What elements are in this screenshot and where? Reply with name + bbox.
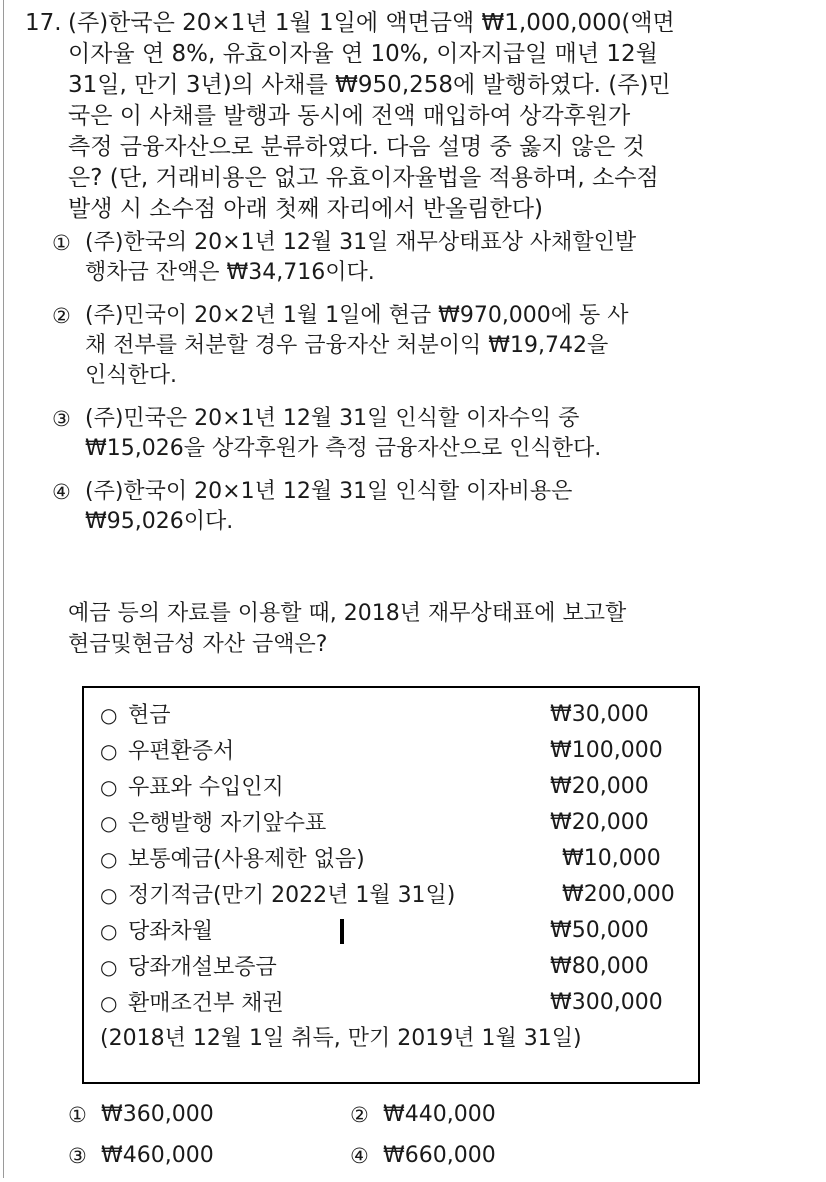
choice-text-line: 채 전부를 처분할 경우 금융자산 처분이익 ₩19,742을 bbox=[85, 333, 609, 358]
choice-text-line: (주)한국이 20×1년 12월 31일 인식할 이자비용은 bbox=[85, 479, 573, 504]
data-box-row bbox=[100, 913, 690, 949]
question-17-stem-line: (주)한국은 20×1년 1월 1일에 액면금액 ₩1,000,000(액면 bbox=[68, 10, 675, 36]
question-17-stem bbox=[68, 8, 758, 225]
question-17-stem-line: 31일, 만기 3년)의 사채를 ₩950,258에 발행하였다. (주)민 bbox=[68, 72, 671, 98]
question-17-stem-line: 발생 시 소수점 아래 첫째 자리에서 반올림한다) bbox=[68, 196, 543, 222]
data-box-row bbox=[100, 769, 690, 805]
choice-text-line: ₩95,026이다. bbox=[85, 509, 234, 534]
question-17 bbox=[25, 8, 805, 225]
data-box-row-label: 우편환증서 bbox=[128, 739, 235, 764]
choice-marker-circled-3: ③ bbox=[52, 407, 71, 431]
answer-marker-circled-1: ① bbox=[68, 1103, 87, 1127]
question-18-stem-line: 예금 등의 자료를 이용할 때, 2018년 재무상태표에 보고할 bbox=[68, 601, 627, 626]
choice-marker-circled-1: ① bbox=[52, 231, 71, 255]
data-box-row-amount: ₩50,000 bbox=[550, 918, 649, 943]
answer-text: ₩440,000 bbox=[383, 1102, 496, 1127]
question-17-stem-line: 측정 금융자산으로 분류하였다. 다음 설명 중 옳지 않은 것 bbox=[68, 134, 645, 160]
data-box-row bbox=[100, 985, 690, 1021]
answer-marker-circled-2: ② bbox=[350, 1103, 369, 1127]
data-box-row bbox=[100, 877, 690, 913]
question-17-stem-line: 국은 이 사채를 발행과 동시에 전액 매입하여 상각후원가 bbox=[68, 103, 631, 129]
question-17-stem-line: 은? (단, 거래비용은 없고 유효이자율법을 적용하며, 소수점 bbox=[68, 165, 659, 191]
data-box-row-label: 당좌개설보증금 bbox=[128, 955, 277, 980]
question-17-choice-4[interactable] bbox=[52, 477, 792, 537]
circle-bullet-icon: ○ bbox=[100, 775, 118, 799]
question-18-answer-1[interactable] bbox=[68, 1100, 350, 1130]
circle-bullet-icon: ○ bbox=[100, 847, 118, 871]
circle-bullet-icon: ○ bbox=[100, 955, 118, 979]
page-left-border-rule bbox=[3, 0, 4, 1178]
question-18-answer-list bbox=[68, 1100, 768, 1182]
circle-bullet-icon: ○ bbox=[100, 739, 118, 763]
data-box-row-label: 우표와 수입인지 bbox=[128, 775, 284, 800]
data-box-row-amount: ₩100,000 bbox=[550, 738, 663, 763]
answer-text: ₩360,000 bbox=[101, 1102, 214, 1127]
choice-text-line: ₩15,026을 상각후원가 측정 금융자산으로 인식한다. bbox=[85, 436, 602, 461]
data-box-row-amount: ₩30,000 bbox=[550, 702, 649, 727]
circle-bullet-icon: ○ bbox=[100, 991, 118, 1015]
question-17-choice-list bbox=[52, 228, 792, 550]
data-box-row bbox=[100, 733, 690, 769]
question-18-stem bbox=[68, 598, 768, 660]
question-18-answer-2[interactable] bbox=[350, 1100, 632, 1130]
choice-text-line: 인식한다. bbox=[85, 363, 178, 388]
data-box-row-amount: ₩10,000 bbox=[562, 846, 661, 871]
data-box-content bbox=[100, 697, 690, 1057]
data-box-row bbox=[100, 949, 690, 985]
choice-text-line: (주)민국이 20×2년 1월 1일에 현금 ₩970,000에 동 사 bbox=[85, 303, 629, 328]
circle-bullet-icon: ○ bbox=[100, 883, 118, 907]
choice-text-line: 행차금 잔액은 ₩34,716이다. bbox=[85, 260, 375, 285]
data-box-row-label: 정기적금(만기 2022년 1월 31일) bbox=[128, 883, 456, 908]
data-box-row-amount: ₩80,000 bbox=[550, 954, 649, 979]
choice-text-line: (주)민국은 20×1년 12월 31일 인식할 이자수익 중 bbox=[85, 406, 580, 431]
data-box-row bbox=[100, 697, 690, 733]
data-box-row-label: 환매조건부 채권 bbox=[128, 991, 284, 1016]
circle-bullet-icon: ○ bbox=[100, 919, 118, 943]
question-17-stem-line: 이자율 연 8%, 유효이자율 연 10%, 이자지급일 매년 12월 bbox=[68, 41, 658, 67]
answer-row bbox=[68, 1100, 768, 1141]
question-18-answer-3[interactable] bbox=[68, 1141, 350, 1171]
data-box-row-amount: ₩20,000 bbox=[550, 810, 649, 835]
text-cursor-caret bbox=[340, 919, 344, 944]
data-box-row-label: 은행발행 자기앞수표 bbox=[128, 811, 327, 836]
choice-marker-circled-4: ④ bbox=[52, 480, 71, 504]
data-box-row bbox=[100, 841, 690, 877]
data-box-row-label: 당좌차월 bbox=[128, 919, 214, 944]
data-box-row-label: 보통예금(사용제한 없음) bbox=[128, 847, 365, 872]
circle-bullet-icon: ○ bbox=[100, 703, 118, 727]
question-18-data-box bbox=[82, 686, 700, 1084]
answer-text: ₩660,000 bbox=[383, 1143, 496, 1168]
question-18-answer-4[interactable] bbox=[350, 1141, 632, 1171]
question-18-stem-line: 현금및현금성 자산 금액은? bbox=[68, 632, 328, 657]
data-box-row-amount: ₩200,000 bbox=[562, 882, 675, 907]
choice-marker-circled-2: ② bbox=[52, 304, 71, 328]
question-17-choice-3[interactable] bbox=[52, 404, 792, 464]
choice-text-line: (주)한국의 20×1년 12월 31일 재무상태표상 사채할인발 bbox=[85, 230, 637, 255]
data-box-row-amount: ₩20,000 bbox=[550, 774, 649, 799]
data-box-note: (2018년 12월 1일 취득, 만기 2019년 1월 31일) bbox=[100, 1026, 582, 1051]
answer-marker-circled-4: ④ bbox=[350, 1144, 369, 1168]
data-box-row-amount: ₩300,000 bbox=[550, 990, 663, 1015]
answer-row bbox=[68, 1141, 768, 1182]
answer-text: ₩460,000 bbox=[101, 1143, 214, 1168]
circle-bullet-icon: ○ bbox=[100, 811, 118, 835]
data-box-row-label: 현금 bbox=[128, 703, 171, 728]
answer-marker-circled-3: ③ bbox=[68, 1144, 87, 1168]
question-17-choice-1[interactable] bbox=[52, 228, 792, 288]
question-17-number: 17. bbox=[25, 10, 62, 36]
question-17-choice-2[interactable] bbox=[52, 301, 792, 391]
data-box-row bbox=[100, 805, 690, 841]
